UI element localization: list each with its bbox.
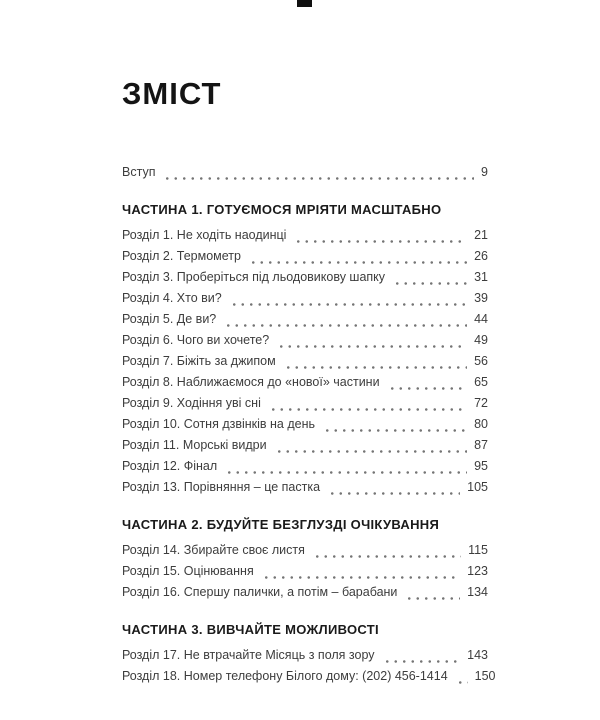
dot-leader [328,482,460,495]
toc-entry [122,477,488,498]
toc-entry-label: Розділ 10. Сотня дзвінків на день [122,417,316,431]
dot-leader [383,650,461,663]
toc-entry-page: 39 [474,291,488,305]
page-title: ЗМІСТ [122,76,222,111]
dot-leader [294,230,467,243]
toc-entry-page: 65 [474,375,488,389]
toc-entry [122,246,488,267]
toc-entry-label: Розділ 12. Фінал [122,459,218,473]
toc-entry-page: 49 [474,333,488,347]
dot-leader [262,566,460,579]
part-heading: ЧАСТИНА 3. ВИВЧАЙТЕ МОЖЛИВОСТІ [122,622,379,637]
toc-entry-page: 105 [467,480,488,494]
toc-entry-label: Розділ 16. Спершу палички, а потім – барабани [122,585,398,599]
dot-leader [224,314,467,327]
toc-entry [122,267,488,288]
toc-entry [122,561,488,582]
toc-entry-label: Розділ 15. Оцінювання [122,564,254,578]
toc-entry-label: Розділ 6. Чого ви хочете? [122,333,270,347]
toc-entry-label: Розділ 18. Номер телефону Білого дому: (202) 456-1414 [122,669,448,683]
toc-entry-label: Розділ 2. Термометр [122,249,241,263]
toc-entry-page: 150 [474,669,496,683]
toc-entry-page: 123 [467,564,488,578]
toc-entry-label: Розділ 11. Морські видри [122,438,267,452]
toc-entry [122,351,488,372]
dot-leader [456,671,468,684]
toc-entry-page: 31 [474,270,488,284]
toc-entry [122,225,488,246]
dot-leader [323,419,467,432]
toc-entry-page: 80 [474,417,488,431]
toc-entry-label: Розділ 4. Хто ви? [122,291,222,305]
toc-entry-label: Вступ [122,165,156,179]
toc-list [122,162,496,687]
toc-entry-page: 44 [474,312,488,326]
dot-leader [230,293,467,306]
toc-entry-page: 21 [474,228,488,242]
dot-leader [284,356,467,369]
toc-entry-label: Розділ 1. Не ходіть наодинці [122,228,287,242]
toc-entry [122,372,488,393]
part-heading: ЧАСТИНА 1. ГОТУЄМОСЯ МРІЯТИ МАСШТАБНО [122,202,442,217]
toc-entry-page: 143 [467,648,488,662]
toc-entry-label: Розділ 5. Де ви? [122,312,217,326]
toc-entry [122,666,496,687]
toc-entry [122,456,488,477]
dot-leader [388,377,468,390]
toc-entry [122,330,488,351]
toc-entry [122,393,488,414]
toc-entry [122,162,488,183]
dot-leader [163,167,474,180]
toc-entry-page: 95 [474,459,488,473]
toc-entry-label: Розділ 9. Ходіння уві сні [122,396,261,410]
toc-entry-page: 9 [481,165,488,179]
toc-entry-page: 115 [468,543,488,557]
dot-leader [269,398,467,411]
toc-entry-page: 56 [474,354,488,368]
toc-entry-label: Розділ 13. Порівняння – це пастка [122,480,321,494]
toc-entry-label: Розділ 8. Наближаємося до «нової» частини [122,375,380,389]
part-heading: ЧАСТИНА 2. БУДУЙТЕ БЕЗГЛУЗДІ ОЧІКУВАННЯ [122,517,440,532]
toc-entry [122,540,488,561]
toc-entry [122,645,488,666]
toc-entry [122,414,488,435]
toc-entry-page: 134 [467,585,488,599]
dot-leader [277,335,467,348]
toc-entry-label: Розділ 3. Проберіться під льодовикову шапку [122,270,386,284]
toc-entry-label: Розділ 17. Не втрачайте Місяць з поля зору [122,648,375,662]
dot-leader [313,545,461,558]
dot-leader [393,272,467,285]
dot-leader [405,587,460,600]
toc-entry-label: Розділ 7. Біжіть за джипом [122,354,276,368]
toc-entry-page: 72 [474,396,488,410]
toc-entry [122,309,488,330]
toc-entry [122,582,488,603]
toc-entry [122,435,488,456]
page-top-mark [297,0,312,7]
toc-entry-label: Розділ 14. Збирайте своє листя [122,543,305,557]
dot-leader [275,440,467,453]
dot-leader [249,251,467,264]
toc-entry-page: 87 [474,438,488,452]
dot-leader [225,461,467,474]
toc-entry [122,288,488,309]
toc-content [122,76,496,687]
toc-entry-page: 26 [474,249,488,263]
